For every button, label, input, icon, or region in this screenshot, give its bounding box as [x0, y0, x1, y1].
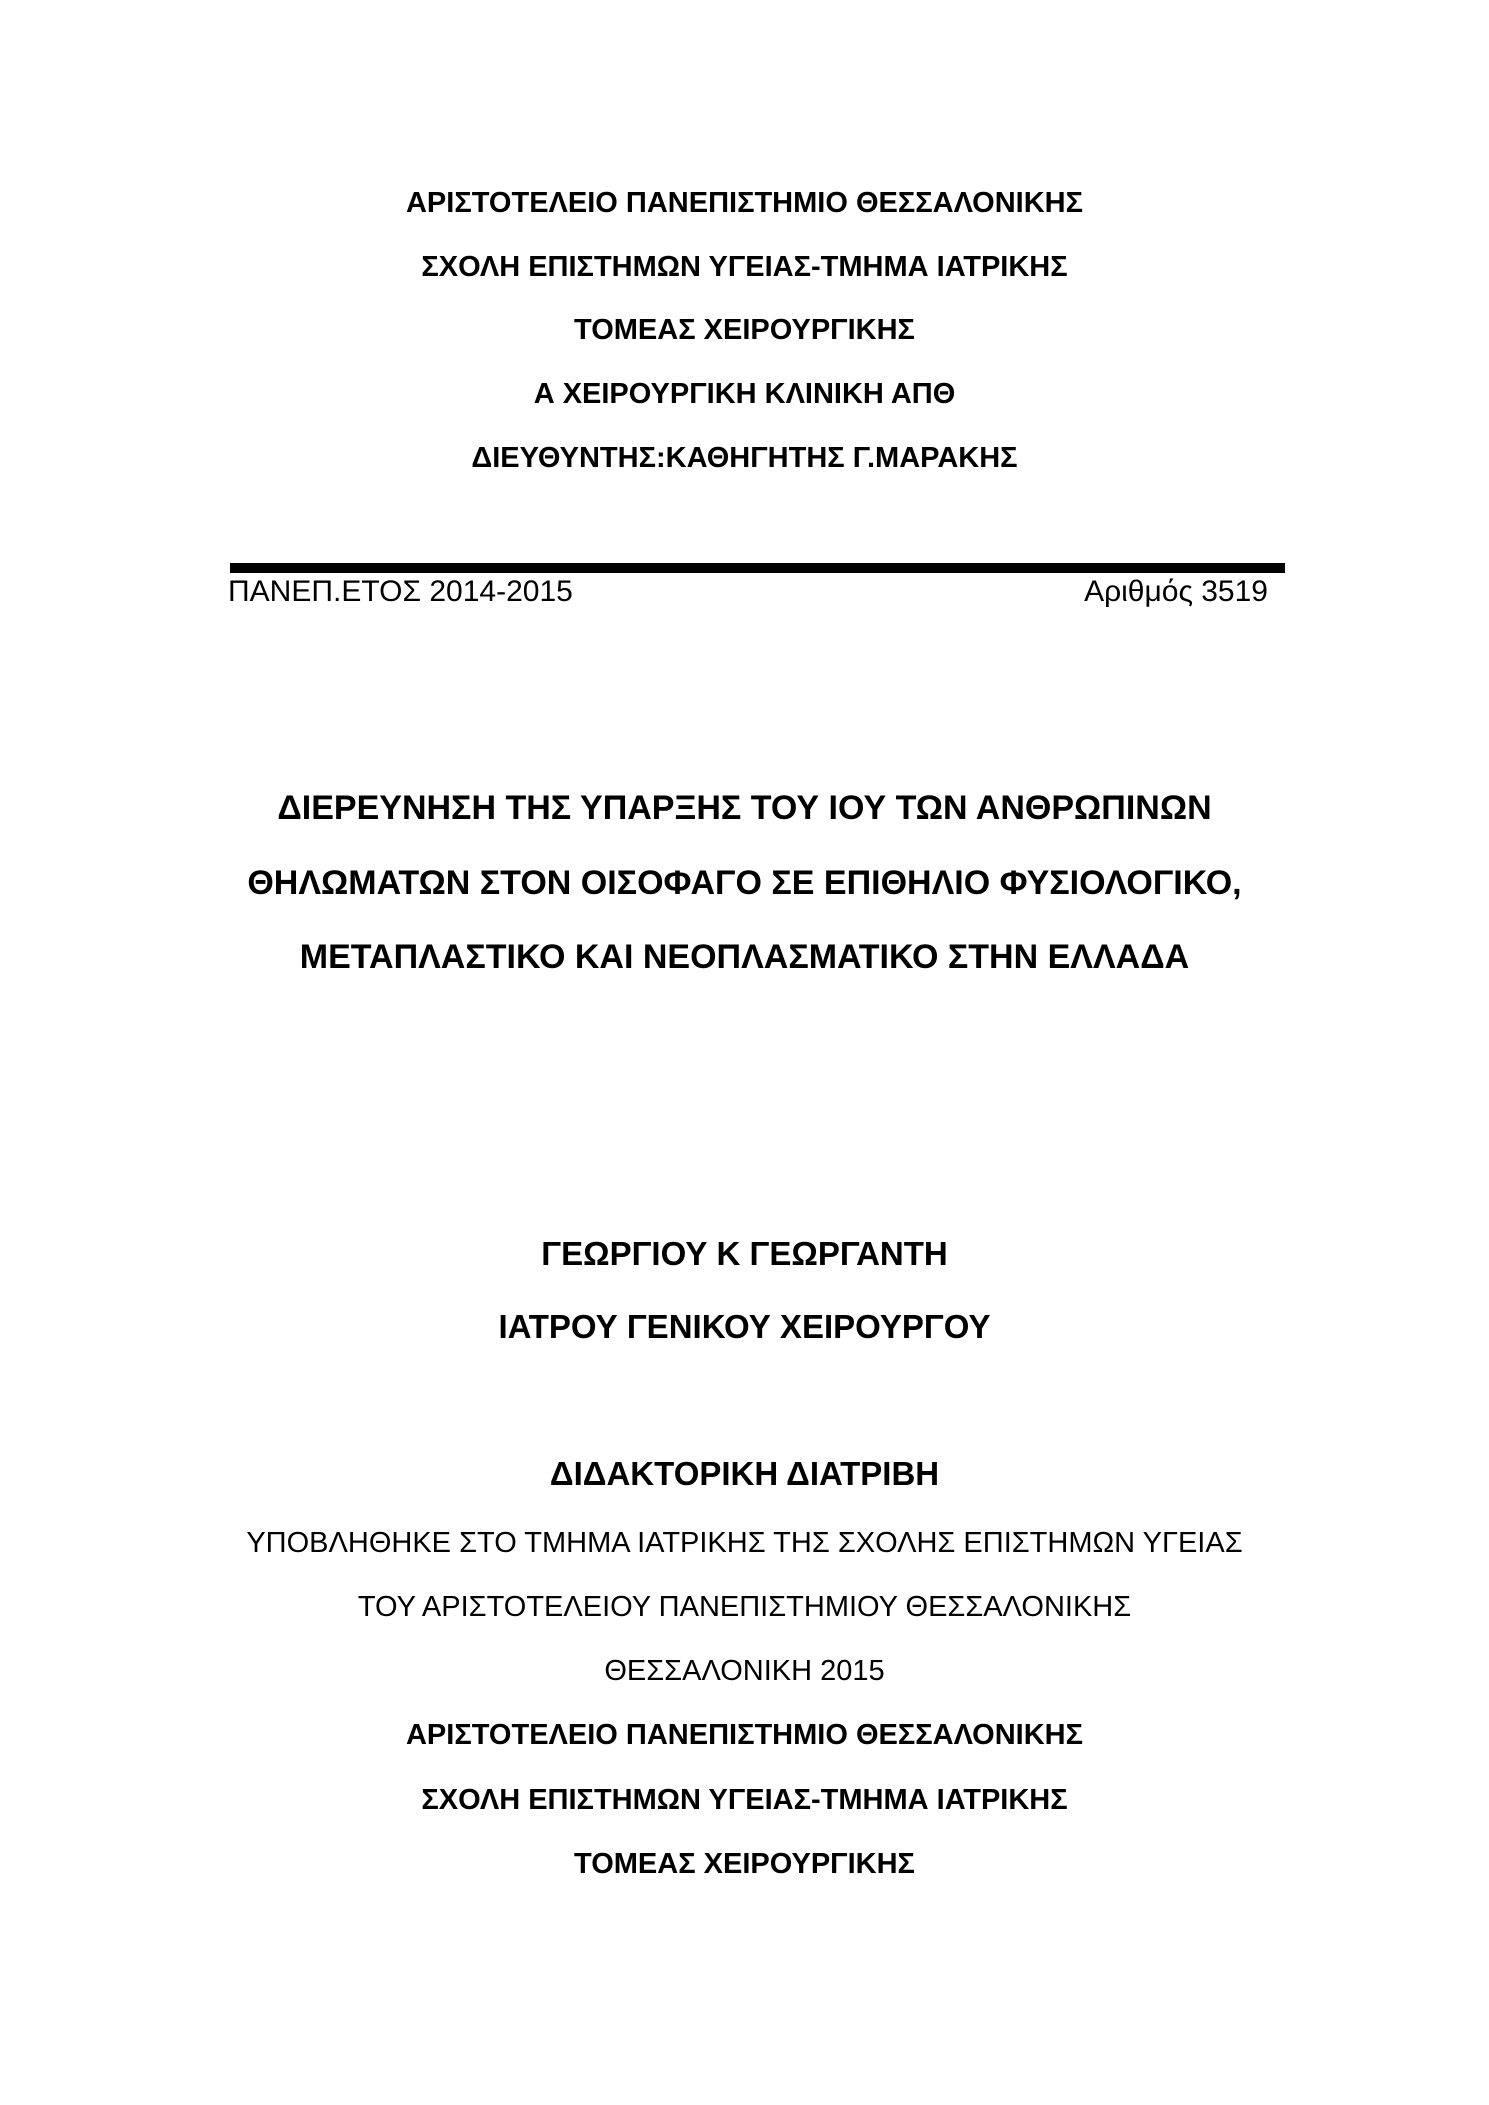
submission-line-1: ΥΠΟΒΛΗΘΗΚΕ ΣΤΟ ΤΜΗΜΑ ΙΑΤΡΙΚΗΣ ΤΗΣ ΣΧΟΛΗΣ ΕΠΙΣΤΗΜΩΝ ΥΓΕΙΑΣ — [246, 1527, 1243, 1559]
footer-school: ΣΧΟΛΗ ΕΠΙΣΤΗΜΩΝ ΥΓΕΙΑΣ-ΤΜΗΜΑ ΙΑΤΡΙΚΗΣ — [421, 1784, 1068, 1816]
thesis-title-line-3: ΜΕΤΑΠΛΑΣΤΙΚΟ ΚΑΙ ΝΕΟΠΛΑΣΜΑΤΙΚΟ ΣΤΗΝ ΕΛΛΑΔΑ — [299, 938, 1190, 976]
header-school: ΣΧΟΛΗ ΕΠΙΣΤΗΜΩΝ ΥΓΕΙΑΣ-ΤΜΗΜΑ ΙΑΤΡΙΚΗΣ — [421, 251, 1068, 283]
header-university: ΑΡΙΣΤΟΤΕΛΕΙΟ ΠΑΝΕΠΙΣΤΗΜΙΟ ΘΕΣΣΑΛΟΝΙΚΗΣ — [405, 187, 1084, 219]
footer-university: ΑΡΙΣΤΟΤΕΛΕΙΟ ΠΑΝΕΠΙΣΤΗΜΙΟ ΘΕΣΣΑΛΟΝΙΚΗΣ — [405, 1719, 1084, 1751]
place-year: ΘΕΣΣΑΛΟΝΙΚΗ 2015 — [604, 1655, 885, 1687]
thesis-number: Αριθμός 3519 — [1084, 575, 1268, 608]
academic-year: ΠΑΝΕΠ.ΕΤΟΣ 2014-2015 — [228, 575, 573, 608]
author-role: ΙΑΤΡΟΥ ΓΕΝΙΚΟΥ ΧΕΙΡΟΥΡΓΟΥ — [498, 1308, 991, 1345]
thesis-title-line-1: ΔΙΕΡΕΥΝΗΣΗ ΤΗΣ ΥΠΑΡΞΗΣ ΤΟΥ ΙΟΥ ΤΩΝ ΑΝΘΡΩΠΙΝΩΝ — [277, 789, 1212, 827]
submission-line-2: ΤΟΥ ΑΡΙΣΤΟΤΕΛΕΙΟΥ ΠΑΝΕΠΙΣΤΗΜΙΟΥ ΘΕΣΣΑΛΟΝΙΚΗΣ — [357, 1591, 1132, 1623]
author-name: ΓΕΩΡΓΙΟΥ Κ ΓΕΩΡΓΑΝΤΗ — [541, 1235, 948, 1272]
header-director: ΔΙΕΥΘΥΝΤΗΣ:ΚΑΘΗΓΗΤΗΣ Γ.ΜΑΡΑΚΗΣ — [471, 442, 1018, 474]
thesis-title-line-2: ΘΗΛΩΜΑΤΩΝ ΣΤΟΝ ΟΙΣΟΦΑΓΟ ΣΕ ΕΠΙΘΗΛΙΟ ΦΥΣΙΟΛΟΓΙΚΟ, — [247, 864, 1242, 902]
footer-sector: ΤΟΜΕΑΣ ΧΕΙΡΟΥΡΓΙΚΗΣ — [574, 1848, 915, 1880]
header-clinic: Α ΧΕΙΡΟΥΡΓΙΚΗ ΚΛΙΝΙΚΗ ΑΠΘ — [533, 378, 956, 410]
horizontal-rule — [230, 563, 1285, 573]
header-sector: ΤΟΜΕΑΣ ΧΕΙΡΟΥΡΓΙΚΗΣ — [574, 314, 915, 346]
thesis-type-heading: ΔΙΔΑΚΤΟΡΙΚΗ ΔΙΑΤΡΙΒΗ — [549, 1455, 940, 1492]
